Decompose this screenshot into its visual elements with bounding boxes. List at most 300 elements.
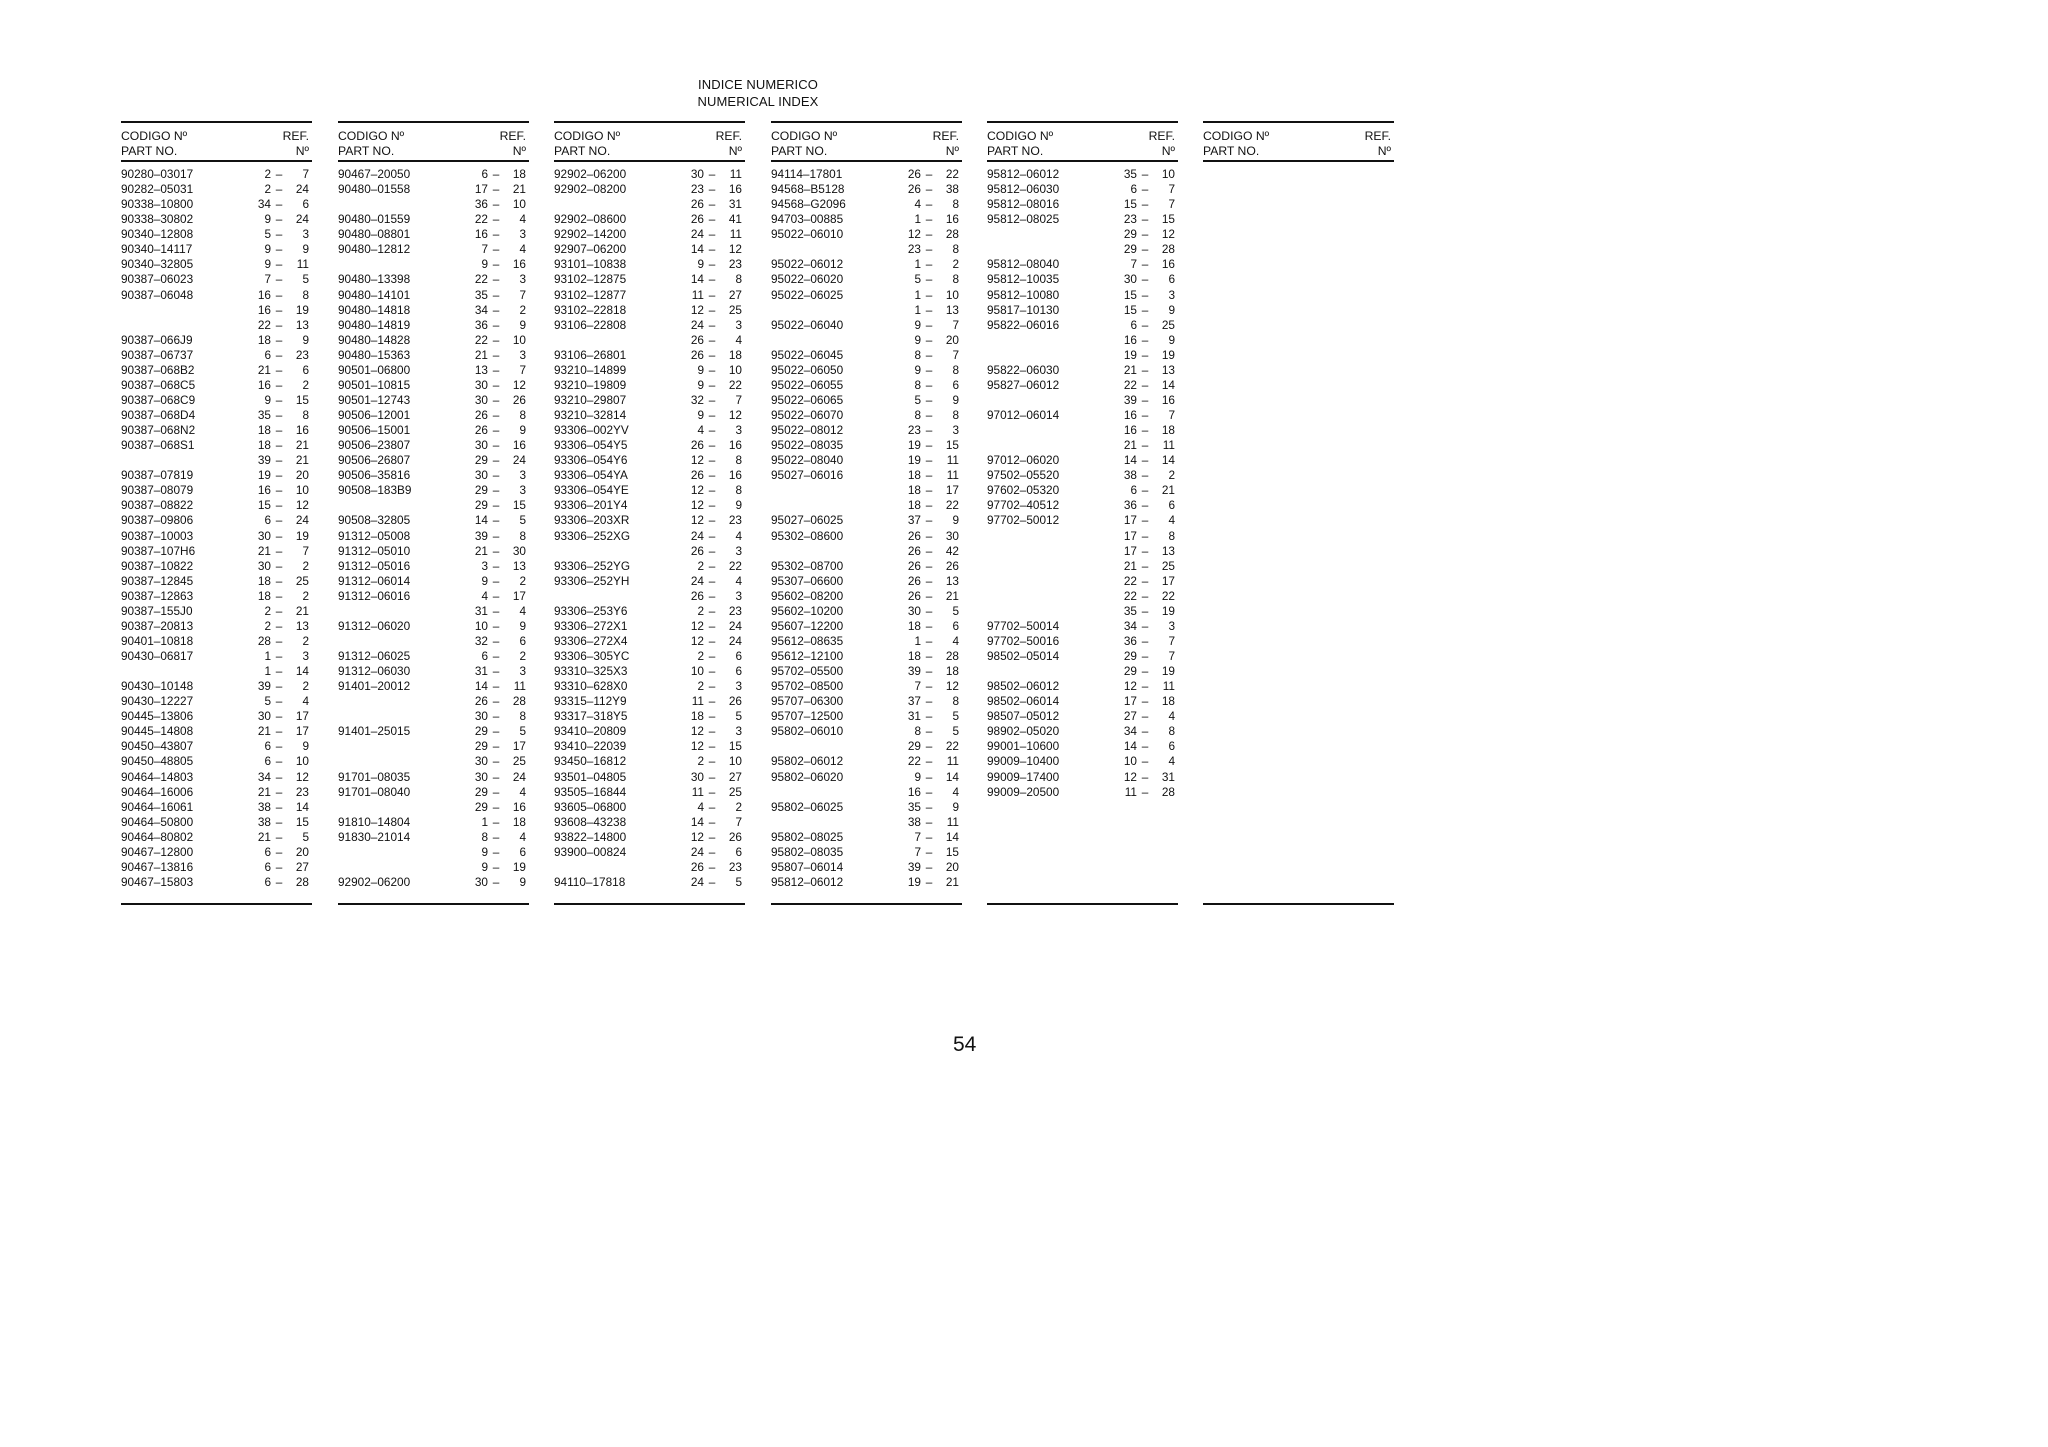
part-number: 94114–17801 xyxy=(771,167,843,181)
part-number: 93106–22808 xyxy=(554,317,627,332)
ref-figure: 24 xyxy=(690,317,704,332)
ref-figure: 22 xyxy=(474,272,488,287)
ref-item: 11 xyxy=(729,227,742,242)
ref-item: 7 xyxy=(735,392,742,407)
part-number: 93101–10838 xyxy=(554,257,627,272)
ref-figure: 9 xyxy=(264,212,271,227)
part-number: 93410–22039 xyxy=(554,739,627,754)
index-row xyxy=(338,875,529,890)
index-row xyxy=(338,559,529,574)
part-number: 91312–06020 xyxy=(338,618,411,633)
ref-figure: 12 xyxy=(690,302,704,317)
ref-separator: – xyxy=(492,784,500,799)
ref-item: 21 xyxy=(945,588,959,603)
index-row xyxy=(554,830,745,845)
ref-separator: – xyxy=(1141,498,1149,513)
ref-item: 16 xyxy=(512,257,526,272)
ref-item: 13 xyxy=(1161,362,1175,377)
ref-header-es: REF. xyxy=(715,129,742,143)
ref-separator: – xyxy=(1141,558,1149,573)
index-row xyxy=(554,453,745,468)
ref-item: 16 xyxy=(1161,257,1175,272)
ref-item: 8 xyxy=(952,362,959,377)
index-row xyxy=(338,348,529,363)
ref-separator: – xyxy=(1141,272,1149,287)
index-row xyxy=(338,498,529,513)
ref-item: 8 xyxy=(952,408,959,422)
ref-item: 9 xyxy=(952,513,959,528)
ref-separator: – xyxy=(275,242,283,257)
index-row xyxy=(554,197,745,212)
ref-figure: 29 xyxy=(474,498,488,513)
ref-figure: 24 xyxy=(690,844,704,859)
ref-separator: – xyxy=(925,362,933,377)
index-row xyxy=(338,574,529,589)
ref-separator: – xyxy=(708,784,716,799)
part-number: 90445–14808 xyxy=(121,724,194,739)
index-row xyxy=(554,800,745,815)
index-row xyxy=(987,604,1178,619)
ref-figure: 23 xyxy=(690,182,704,197)
ref-separator: – xyxy=(925,694,933,709)
ref-item: 14 xyxy=(945,829,959,844)
ref-figure: 30 xyxy=(257,558,271,573)
ref-item: 6 xyxy=(1168,739,1175,754)
part-number: 93310–325X3 xyxy=(554,664,628,679)
part-number: 93306–252YH xyxy=(554,573,630,588)
ref-item: 21 xyxy=(295,603,309,618)
part-number: 90387–06737 xyxy=(121,347,194,362)
index-row xyxy=(121,212,312,227)
part-number: 95302–08600 xyxy=(771,528,844,543)
code-header-en: PART NO. xyxy=(121,144,178,158)
ref-figure: 21 xyxy=(257,362,271,377)
ref-item: 2 xyxy=(302,377,309,392)
ref-item: 2 xyxy=(302,633,309,648)
part-number: 95602–08200 xyxy=(771,588,844,603)
index-row xyxy=(338,483,529,498)
ref-figure: 36 xyxy=(474,197,488,212)
ref-figure: 22 xyxy=(474,212,488,227)
index-row xyxy=(121,830,312,845)
ref-figure: 5 xyxy=(914,392,921,407)
ref-header xyxy=(1365,129,1391,159)
ref-item: 10 xyxy=(295,483,309,498)
ref-item: 26 xyxy=(945,558,959,573)
ref-separator: – xyxy=(708,739,716,754)
ref-figure: 7 xyxy=(481,242,488,257)
ref-separator: – xyxy=(275,347,283,362)
ref-item: 8 xyxy=(1168,528,1175,543)
ref-separator: – xyxy=(708,408,716,422)
index-row xyxy=(987,167,1178,182)
ref-separator: – xyxy=(708,618,716,633)
index-row xyxy=(554,513,745,528)
ref-figure: 14 xyxy=(690,272,704,287)
ref-item: 10 xyxy=(945,287,959,302)
ref-separator: – xyxy=(275,558,283,573)
ref-figure: 6 xyxy=(1130,182,1137,197)
index-row xyxy=(338,770,529,785)
index-row xyxy=(987,438,1178,453)
index-column-1 xyxy=(121,121,312,905)
ref-figure: 30 xyxy=(474,468,488,483)
index-row xyxy=(987,197,1178,212)
index-row xyxy=(121,619,312,634)
ref-item: 30 xyxy=(512,543,526,558)
part-number: 91312–05016 xyxy=(338,558,411,573)
index-row xyxy=(771,830,962,845)
ref-figure: 12 xyxy=(690,739,704,754)
ref-separator: – xyxy=(1141,679,1149,694)
ref-item: 28 xyxy=(512,694,526,709)
part-number: 95022–06045 xyxy=(771,347,844,362)
ref-separator: – xyxy=(275,859,283,874)
ref-item: 16 xyxy=(728,468,742,483)
ref-separator: – xyxy=(275,423,283,438)
ref-item: 28 xyxy=(1161,242,1175,257)
ref-separator: – xyxy=(492,754,500,769)
part-number: 95022–06025 xyxy=(771,287,844,302)
ref-item: 16 xyxy=(512,799,526,814)
ref-item: 3 xyxy=(735,588,742,603)
ref-item: 6 xyxy=(1168,498,1175,513)
ref-separator: – xyxy=(1141,227,1149,242)
index-row xyxy=(771,378,962,393)
ref-separator: – xyxy=(492,408,500,422)
ref-separator: – xyxy=(1141,649,1149,663)
code-header-es: CODIGO Nº xyxy=(554,129,621,143)
ref-figure: 39 xyxy=(1123,392,1137,407)
ref-separator: – xyxy=(275,513,283,528)
ref-figure: 34 xyxy=(1123,724,1137,739)
ref-separator: – xyxy=(925,679,933,694)
ref-separator: – xyxy=(492,799,500,814)
ref-figure: 2 xyxy=(697,754,704,769)
ref-item: 30 xyxy=(945,528,959,543)
index-row xyxy=(121,679,312,694)
ref-figure: 21 xyxy=(257,543,271,558)
part-number: 90387–068D4 xyxy=(121,408,196,422)
ref-separator: – xyxy=(275,167,283,181)
part-number: 93315–112Y9 xyxy=(554,694,627,709)
ref-separator: – xyxy=(275,287,283,302)
index-row xyxy=(771,709,962,724)
ref-figure: 1 xyxy=(914,212,921,227)
ref-separator: – xyxy=(492,272,500,287)
ref-separator: – xyxy=(708,859,716,874)
ref-separator: – xyxy=(925,859,933,874)
part-number: 90387–10003 xyxy=(121,528,194,543)
ref-item: 6 xyxy=(519,633,526,648)
code-header-es: CODIGO Nº xyxy=(987,129,1054,143)
ref-separator: – xyxy=(275,649,283,663)
part-number: 93608–43238 xyxy=(554,814,627,829)
ref-item: 3 xyxy=(735,317,742,332)
ref-separator: – xyxy=(708,167,716,181)
ref-separator: – xyxy=(492,257,500,272)
ref-figure: 8 xyxy=(914,408,921,422)
code-header xyxy=(121,129,187,159)
ref-separator: – xyxy=(1141,408,1149,422)
ref-item: 9 xyxy=(302,332,309,347)
part-number: 95612–08635 xyxy=(771,633,844,648)
ref-item: 19 xyxy=(1161,603,1175,618)
index-row xyxy=(338,453,529,468)
part-number: 90387–06023 xyxy=(121,272,194,287)
ref-separator: – xyxy=(708,573,716,588)
index-row xyxy=(987,257,1178,272)
index-row xyxy=(121,272,312,287)
ref-separator: – xyxy=(492,483,500,498)
ref-figure: 29 xyxy=(1123,242,1137,257)
ref-separator: – xyxy=(708,874,716,889)
ref-separator: – xyxy=(1141,513,1149,528)
page-header xyxy=(0,77,1516,110)
index-row xyxy=(554,619,745,634)
ref-item: 7 xyxy=(1168,197,1175,212)
index-row xyxy=(554,770,745,785)
code-header-en: PART NO. xyxy=(771,144,828,158)
ref-separator: – xyxy=(925,377,933,392)
ref-separator: – xyxy=(925,754,933,769)
ref-item: 20 xyxy=(945,332,959,347)
ref-separator: – xyxy=(1141,453,1149,468)
ref-figure: 31 xyxy=(474,603,488,618)
ref-figure: 2 xyxy=(264,182,271,197)
index-row xyxy=(338,845,529,860)
index-row xyxy=(771,589,962,604)
part-number: 90387–068S1 xyxy=(121,438,195,453)
ref-figure: 26 xyxy=(690,347,704,362)
index-row xyxy=(771,257,962,272)
index-row xyxy=(987,679,1178,694)
index-row xyxy=(987,785,1178,800)
index-row xyxy=(771,679,962,694)
index-row xyxy=(338,860,529,875)
index-row xyxy=(121,438,312,453)
column-bottom-rule xyxy=(338,903,529,905)
ref-figure: 26 xyxy=(907,558,921,573)
part-number: 90467–13816 xyxy=(121,859,194,874)
ref-separator: – xyxy=(925,543,933,558)
ref-item: 8 xyxy=(952,272,959,287)
ref-figure: 18 xyxy=(907,649,921,663)
ref-separator: – xyxy=(925,302,933,317)
part-number: 93306–272X1 xyxy=(554,618,628,633)
ref-figure: 26 xyxy=(690,197,704,212)
ref-figure: 38 xyxy=(1123,468,1137,483)
ref-item: 6 xyxy=(302,197,309,212)
index-row xyxy=(987,619,1178,634)
index-row xyxy=(987,393,1178,408)
ref-header-es: REF. xyxy=(1148,129,1175,143)
index-row xyxy=(121,770,312,785)
ref-figure: 24 xyxy=(690,528,704,543)
ref-item: 3 xyxy=(519,227,526,242)
ref-separator: – xyxy=(1141,167,1149,181)
part-number: 90338–10800 xyxy=(121,197,194,212)
ref-separator: – xyxy=(708,227,716,242)
ref-item: 7 xyxy=(952,317,959,332)
index-row xyxy=(554,649,745,664)
ref-figure: 18 xyxy=(907,618,921,633)
ref-figure: 9 xyxy=(697,377,704,392)
part-number: 95802–08025 xyxy=(771,829,844,844)
index-row xyxy=(554,634,745,649)
ref-item: 13 xyxy=(512,558,526,573)
part-number: 90480–14819 xyxy=(338,317,411,332)
ref-figure: 38 xyxy=(907,814,921,829)
ref-separator: – xyxy=(925,332,933,347)
ref-item: 5 xyxy=(519,513,526,528)
index-row xyxy=(338,754,529,769)
part-number: 93310–628X0 xyxy=(554,679,628,694)
part-number: 98502–05014 xyxy=(987,649,1060,663)
ref-item: 14 xyxy=(945,769,959,784)
part-number: 92902–06200 xyxy=(338,874,411,889)
ref-header-en: Nº xyxy=(295,144,309,158)
ref-item: 16 xyxy=(728,182,742,197)
ref-item: 10 xyxy=(295,754,309,769)
ref-figure: 16 xyxy=(474,227,488,242)
ref-separator: – xyxy=(1141,588,1149,603)
ref-separator: – xyxy=(708,302,716,317)
ref-separator: – xyxy=(708,513,716,528)
ref-separator: – xyxy=(925,182,933,197)
ref-separator: – xyxy=(275,227,283,242)
ref-separator: – xyxy=(1141,302,1149,317)
ref-separator: – xyxy=(925,483,933,498)
part-number: 95707–06300 xyxy=(771,694,844,709)
part-number: 95027–06025 xyxy=(771,513,844,528)
ref-figure: 1 xyxy=(481,814,488,829)
ref-figure: 12 xyxy=(1123,679,1137,694)
part-number: 90480–08801 xyxy=(338,227,411,242)
ref-separator: – xyxy=(925,498,933,513)
index-row xyxy=(121,800,312,815)
index-row xyxy=(121,197,312,212)
ref-item: 9 xyxy=(519,874,526,889)
part-number: 90387–068N2 xyxy=(121,423,196,438)
index-row xyxy=(771,197,962,212)
ref-item: 11 xyxy=(1162,679,1175,694)
ref-figure: 4 xyxy=(697,423,704,438)
ref-separator: – xyxy=(708,423,716,438)
ref-figure: 16 xyxy=(257,287,271,302)
index-row xyxy=(121,559,312,574)
ref-figure: 22 xyxy=(1123,573,1137,588)
ref-item: 3 xyxy=(735,543,742,558)
ref-figure: 8 xyxy=(914,724,921,739)
ref-separator: – xyxy=(708,664,716,679)
index-row xyxy=(121,423,312,438)
ref-header xyxy=(283,129,309,159)
ref-item: 24 xyxy=(728,618,742,633)
part-number: 95022–08035 xyxy=(771,438,844,453)
part-number: 93102–12875 xyxy=(554,272,627,287)
part-number: 95827–06012 xyxy=(987,377,1060,392)
ref-item: 8 xyxy=(735,453,742,468)
ref-item: 5 xyxy=(302,829,309,844)
part-number: 91830–21014 xyxy=(338,829,411,844)
ref-separator: – xyxy=(275,874,283,889)
index-row xyxy=(338,513,529,528)
ref-item: 25 xyxy=(512,754,526,769)
ref-separator: – xyxy=(1141,573,1149,588)
part-number: 90340–14117 xyxy=(121,242,193,257)
index-row xyxy=(987,272,1178,287)
ref-item: 13 xyxy=(945,302,959,317)
part-number: 93501–04805 xyxy=(554,769,627,784)
ref-item: 27 xyxy=(728,287,742,302)
ref-figure: 39 xyxy=(257,453,271,468)
ref-item: 5 xyxy=(952,603,959,618)
ref-separator: – xyxy=(925,829,933,844)
ref-figure: 22 xyxy=(1123,588,1137,603)
ref-separator: – xyxy=(275,528,283,543)
ref-separator: – xyxy=(925,558,933,573)
index-row xyxy=(121,815,312,830)
ref-separator: – xyxy=(492,182,500,197)
part-number: 90280–03017 xyxy=(121,167,194,181)
ref-figure: 19 xyxy=(907,453,921,468)
part-number: 93306–305YC xyxy=(554,649,630,663)
index-row xyxy=(554,679,745,694)
index-row xyxy=(338,227,529,242)
part-number: 90464–14803 xyxy=(121,769,194,784)
ref-item: 24 xyxy=(295,212,309,227)
ref-item: 8 xyxy=(302,408,309,422)
ref-separator: – xyxy=(492,603,500,618)
ref-separator: – xyxy=(925,603,933,618)
part-number: 90387–107H6 xyxy=(121,543,196,558)
part-number: 90480–12812 xyxy=(338,242,411,257)
ref-figure: 39 xyxy=(907,664,921,679)
part-number: 95022–06012 xyxy=(771,257,844,272)
ref-item: 7 xyxy=(519,287,526,302)
ref-item: 10 xyxy=(512,197,526,212)
ref-separator: – xyxy=(925,242,933,257)
ref-figure: 38 xyxy=(257,799,271,814)
ref-item: 5 xyxy=(952,724,959,739)
ref-figure: 30 xyxy=(474,709,488,724)
ref-item: 9 xyxy=(302,739,309,754)
ref-header-en: Nº xyxy=(728,144,742,158)
ref-header-es: REF. xyxy=(282,129,309,143)
part-number: 90387–066J9 xyxy=(121,332,193,347)
ref-item: 26 xyxy=(512,392,526,407)
ref-separator: – xyxy=(492,633,500,648)
ref-separator: – xyxy=(275,694,283,709)
ref-item: 15 xyxy=(945,844,959,859)
ref-header-en: Nº xyxy=(1377,144,1391,158)
ref-figure: 30 xyxy=(690,769,704,784)
index-rows xyxy=(987,162,1178,903)
index-row xyxy=(987,212,1178,227)
ref-item: 14 xyxy=(1161,377,1175,392)
index-row xyxy=(121,333,312,348)
ref-figure: 12 xyxy=(690,513,704,528)
ref-figure: 12 xyxy=(690,483,704,498)
part-number: 93306–054YA xyxy=(554,468,628,483)
ref-separator: – xyxy=(1141,468,1149,483)
ref-item: 21 xyxy=(512,182,526,197)
ref-figure: 22 xyxy=(257,317,271,332)
ref-separator: – xyxy=(708,543,716,558)
index-row xyxy=(987,468,1178,483)
ref-figure: 35 xyxy=(1123,167,1137,181)
